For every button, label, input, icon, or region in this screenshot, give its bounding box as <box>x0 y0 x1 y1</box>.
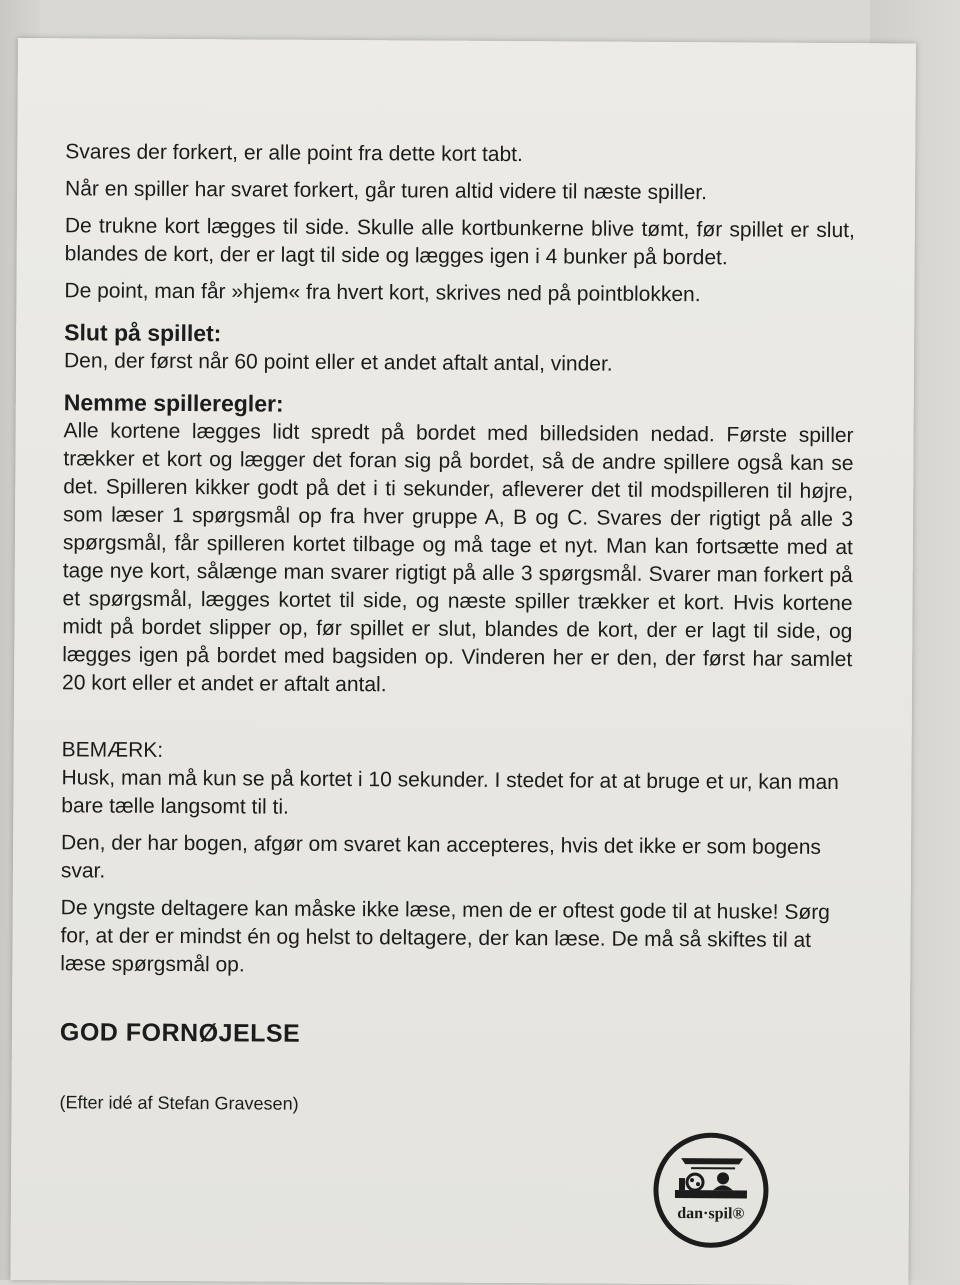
note-title: BEMÆRK: <box>62 736 852 769</box>
credit-text: (Efter idé af Stefan Gravesen) <box>59 1088 849 1121</box>
paragraph-wrong-answer: Svares der forkert, er alle point fra dette kort tabt. <box>65 138 855 171</box>
note-paragraph-young: De yngste deltagere kan måske ikke læse, men de er oftest gode til at huske! Sørg for, at der er mindst én og helst to deltagere, der kan læse. De må så skiftes til at læse spørgsmål op. <box>60 894 850 983</box>
logo-text: dan·spil® <box>677 1205 744 1222</box>
paragraph-turn: Når en spiller har svaret forkert, går turen altid videre til næste spiller. <box>65 175 855 208</box>
heading-end-of-game: Slut på spillet: <box>64 317 854 352</box>
paragraph-end-of-game: Den, der først når 60 point eller et andet aftalt antal, vinder. <box>64 347 854 380</box>
instruction-sheet <box>10 38 916 1285</box>
paragraph-points: De point, man får »hjem« fra hvert kort, skrives ned på pointblokken. <box>64 277 854 310</box>
note-paragraph-book: Den, der har bogen, afgør om svaret kan accepteres, hvis det ikke er som bogens svar. <box>61 829 851 890</box>
paragraph-easy-rules: Alle kortene lægges lidt spredt på bordet med billedsiden nedad. Første spiller trækker et kort og lægger det foran sig på bordet, så de andre spillere også kan se det. Spilleren kikker godt på det i ti sekunder, afleverer det til modspilleren til højre, som læser 1 spørgsmål op fra hver gruppe A, B og C. Svares der rigtigt på alle 3 spørgsmål, får spilleren kortet tilbage og må tage et nyt. Man kan fortsætte med at tage nye kort, sålænge man svarer rigtigt på alle 3 spørgsmål. Svarer man forkert på et spørgsmål, lægges kortet til side, og næste spiller trækker et kort. Hvis kortene midt på bordet slipper op, før spillet er slut, blandes de kort, der er lagt til side, og lægges igen på bordet med bagsiden op. Vinderen her er den, der først har samlet 20 kort eller et andet er aftalt antal. <box>62 417 854 702</box>
heading-easy-rules: Nemme spilleregler: <box>64 387 854 422</box>
note-paragraph-timer: Husk, man må kun se på kortet i 10 sekunder. I stedet for at at bruge et ur, kan man bare tælle langsomt til ti. <box>61 764 851 825</box>
sheet-content <box>59 138 855 1121</box>
paragraph-drawn-cards: De trukne kort lægges til side. Skulle alle kortbunkerne blive tømt, før spillet er slut, blandes de kort, der er lagt til side og lægges igen i 4 bunker på bordet. <box>65 212 855 273</box>
farewell-text: GOD FORNØJELSE <box>60 1018 850 1051</box>
spacer <box>62 706 852 741</box>
danspil-logo-icon <box>651 1130 772 1251</box>
